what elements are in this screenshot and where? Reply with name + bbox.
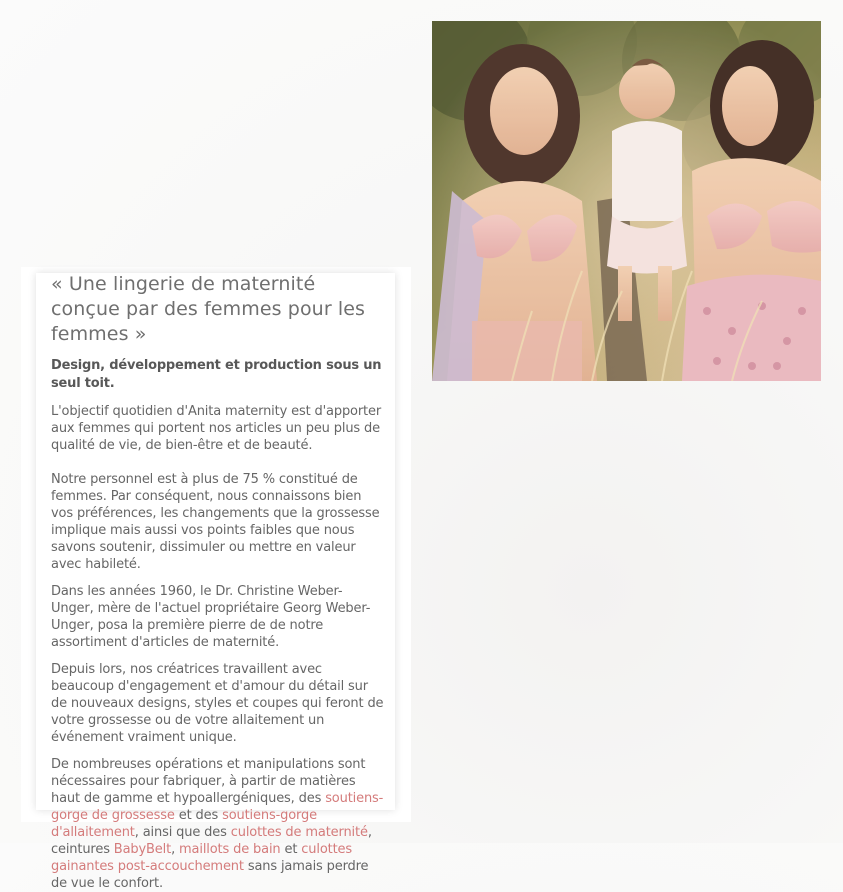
paragraph-text: et des xyxy=(174,808,223,823)
paragraph-text: , ceintures xyxy=(51,825,372,857)
paragraph-designers: Depuis lors, nos créatrices travaillent avec beaucoup d'engagement et d'amour du détail sur de nouveaux designs, styles et coupes qui feront de votre grossesse ou de votre allaitement un événement vraiment unique. xyxy=(51,662,384,745)
paragraph-text: , ainsi que des xyxy=(134,825,231,840)
paragraph-text: , xyxy=(171,842,180,857)
paragraph-text: sans jamais perdre de vue le confort. xyxy=(51,859,369,891)
content-body xyxy=(51,272,384,892)
paragraph-mission: L'objectif quotidien d'Anita maternity est d'apporter aux femmes qui portent nos articles un peu plus de qualité de vie, de bien-être et de beauté. xyxy=(51,404,382,453)
link-nursing-bras[interactable]: soutiens-gorge d'allaitement xyxy=(51,808,317,840)
link-postpartum-briefs[interactable]: culottes gainantes post-accouchement xyxy=(51,842,352,874)
link-swimwear[interactable]: maillots de bain xyxy=(179,842,281,857)
link-maternity-briefs[interactable]: culottes de maternité xyxy=(230,825,368,840)
paragraph-products xyxy=(51,756,384,892)
link-maternity-bras[interactable]: soutiens-gorge de grossesse xyxy=(51,791,384,823)
paragraph-text: De nombreuses opérations et manipulations sont nécessaires pour fabriquer, à partir de matières haut de gamme et hypoallergéniques, des xyxy=(51,757,366,806)
paragraph-history: Dans les années 1960, le Dr. Christine Weber-Unger, mère de l'actuel propriétaire Georg Weber-Unger, posa la première pierre de de notre assortiment d'articles de maternité. xyxy=(51,584,371,650)
quote-heading: « Une lingerie de maternité conçue par des femmes pour les femmes » xyxy=(51,273,366,345)
subtitle: Design, développement et production sous un seul toit. xyxy=(51,358,382,391)
link-babybelt[interactable]: BabyBelt xyxy=(113,842,172,857)
paragraph-staff: Notre personnel est à plus de 75 % constitué de femmes. Par conséquent, nous connaissons bien vos préférences, les changements que la grossesse implique mais aussi vos points faibles que nous savons soutenir, dissimuler ou mettre en valeur avec habileté. xyxy=(51,472,380,572)
paragraph-text: et xyxy=(280,842,302,857)
hero-photo xyxy=(432,21,821,381)
hero-photo-illustration xyxy=(432,21,821,381)
